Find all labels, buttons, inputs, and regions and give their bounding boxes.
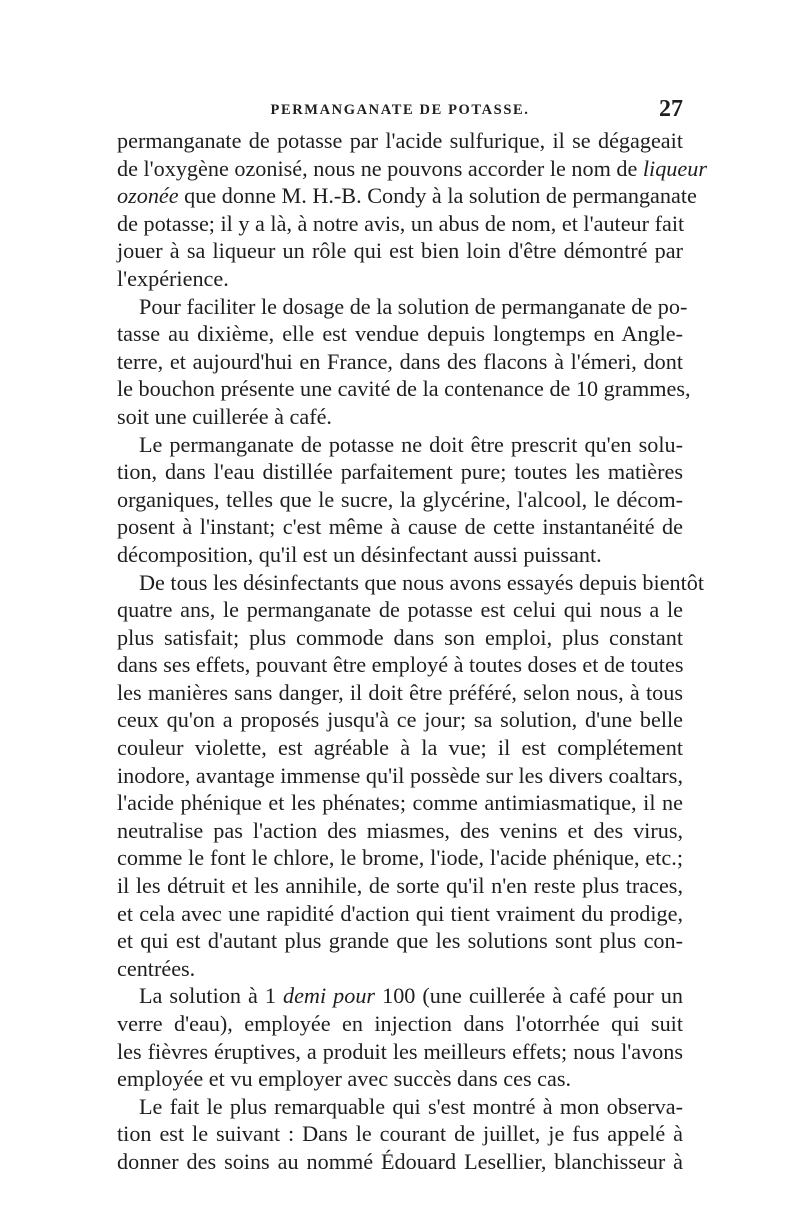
text-line: tion est le suivant : Dans le courant de juillet, je fus appelé à: [117, 1121, 683, 1147]
text-line: tion, dans l'eau distillée parfaitement pure; toutes les matières: [117, 459, 683, 485]
text-line: verre d'eau), employée en injection dans l'otorrhée qui suit: [117, 1011, 683, 1036]
paragraph: [117, 431, 683, 569]
text-line: jouer à sa liqueur un rôle qui est bien loin d'être démontré par: [117, 238, 683, 264]
text-line: l'acide phénique et les phénates; comme antimiasmatique, il ne: [117, 790, 683, 816]
text-line: les manières sans danger, il doit être préféré, selon nous, à tous: [117, 679, 683, 705]
text-line: posent à l'instant; c'est même à cause de cette instantanéité de: [117, 514, 683, 540]
text-line: De tous les désinfectants que nous avons essayés depuis bientôt: [139, 569, 705, 595]
text-line: le bouchon présente une cavité de la contenance de 10 grammes,: [117, 376, 691, 402]
text-line: tasse au dixième, elle est vendue depuis longtemps en Angle-: [117, 321, 683, 347]
text-line: les fièvres éruptives, a produit les meilleurs effets; nous l'avons: [117, 1038, 683, 1064]
body-text: [117, 127, 707, 1176]
text-line: Le permanganate de potasse ne doit être prescrit qu'en solu-: [139, 431, 683, 457]
paragraph: [117, 127, 707, 293]
text-line: l'expérience.: [117, 265, 229, 291]
text-line: terre, et aujourd'hui en France, dans des flacons à l'émeri, dont: [117, 348, 683, 374]
text-line: neutralise pas l'action des miasmes, des venins et des virus,: [117, 817, 683, 843]
paragraph: [117, 293, 691, 431]
text-line: dans ses effets, pouvant être employé à toutes doses et de toutes: [117, 652, 684, 678]
text-line: et cela avec une rapidité d'action qui tient vraiment du prodige,: [117, 900, 683, 926]
text-line: permanganate de potasse par l'acide sulfurique, il se dégageait: [117, 128, 683, 153]
text-line: Pour faciliter le dosage de la solution de permanganate de po-: [139, 293, 688, 319]
text-line: Le fait le plus remarquable qui s'est montré à mon observa-: [139, 1093, 683, 1119]
text-line: employée et vu employer avec succès dans ces cas.: [117, 1066, 572, 1092]
paragraph: [117, 569, 705, 983]
running-title: PERMANGANATE DE POTASSE.: [270, 102, 530, 118]
paragraph: [117, 982, 683, 1092]
text-line: inodore, avantage immense qu'il possède sur les divers coaltars,: [117, 762, 683, 788]
page-number: 27: [659, 96, 683, 122]
text-line: La solution à 1 demi pour 100 (une cuillerée à café pour un: [139, 983, 683, 1009]
text-line: de potasse; il y a là, à notre avis, un abus de nom, et l'auteur fait: [117, 210, 685, 236]
text-line: et qui est d'autant plus grande que les solutions sont plus con-: [117, 928, 683, 954]
text-line: donner des soins au nommé Édouard Lesellier, blanchisseur à: [117, 1148, 683, 1174]
text-line: plus satisfait; plus commode dans son emploi, plus constant: [117, 624, 683, 650]
text-line: ceux qu'on a proposés jusqu'à ce jour; sa solution, d'une belle: [117, 707, 683, 733]
text-line: soit une cuillerée à café.: [117, 403, 332, 429]
text-line: centrées.: [117, 955, 196, 981]
text-line: décomposition, qu'il est un désinfectant aussi puissant.: [117, 541, 602, 567]
text-line: organiques, telles que le sucre, la glycérine, l'alcool, le décom-: [117, 486, 683, 512]
text-line: de l'oxygène ozonisé, nous ne pouvons accorder le nom de liqueur: [117, 155, 707, 181]
text-line: comme le font le chlore, le brome, l'iode, l'acide phénique, etc.;: [117, 845, 683, 871]
paragraph: [117, 1093, 683, 1176]
text-line: il les détruit et les annihile, de sorte qu'il n'en reste plus traces,: [117, 873, 683, 899]
text-line: quatre ans, le permanganate de potasse est celui qui nous a le: [117, 597, 683, 623]
text-line: ozonée que donne M. H.-B. Condy à la solution de permanganate: [117, 183, 697, 209]
page-header: [117, 98, 683, 124]
text-line: couleur violette, est agréable à la vue; il est complétement: [117, 735, 683, 761]
